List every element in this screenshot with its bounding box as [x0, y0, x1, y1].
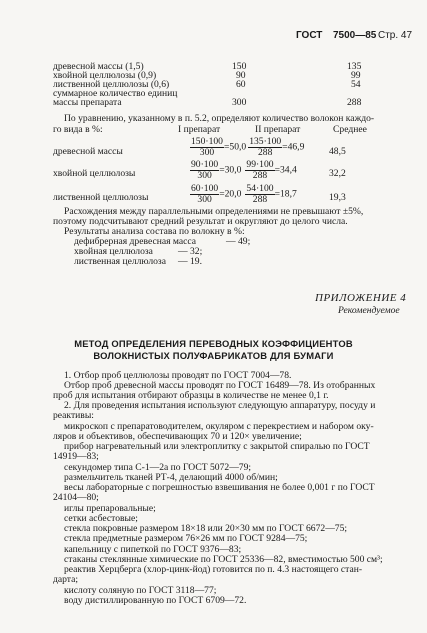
body-line: 14919—83;: [53, 451, 99, 462]
body-line: 1. Отбор проб целлюлозы проводят по ГОСТ 7004—78.: [64, 370, 292, 381]
page-number: Стр. 47: [378, 30, 413, 41]
body-line: 24104—80;: [53, 492, 99, 503]
table-row-label: лиственной целлюлозы (0,6): [53, 79, 170, 90]
table-cell: 90: [236, 70, 246, 81]
fraction: $\frac{99\cdot 100}{288}$: [246, 159, 274, 181]
average-value: 32,2: [329, 168, 346, 179]
body-line: прибор нагревательный или электроплитку с закрытой спиралью по ГОСТ: [64, 441, 370, 452]
body-line: реактив Херцберга (хлор-цинк-йод) готовится по п. 4.3 настоящего стан-: [64, 564, 363, 575]
body-line: микроскоп с препаратоводителем, окуляром с перекрестием и набором оку-: [64, 421, 374, 432]
table-cell: 54: [351, 79, 361, 90]
body-line: весы лабораторные с погрешностью взвешивания не более 0,001 г по ГОСТ: [64, 482, 375, 493]
body-line: кислоту соляную по ГОСТ 3118—77;: [64, 585, 217, 596]
paragraph-line: го вида в %:: [53, 124, 103, 135]
method-title-line-2: ВОЛОКНИСТЫХ ПОЛУФАБРИКАТОВ ДЛЯ БУМАГИ: [93, 350, 334, 361]
body-line: 2. Для проведения испытания используют следующую аппаратуру, посуду и: [64, 400, 376, 411]
table-cell: 99: [351, 70, 361, 81]
paragraph-line: поэтому подсчитывают средний результат и округляют до целого числа.: [53, 216, 348, 227]
calc-header-3: Среднее: [333, 124, 367, 135]
table-cell: 135: [347, 61, 362, 72]
body-line: дарта;: [53, 574, 79, 585]
calc-row-label: хвойной целлюлозы: [53, 168, 136, 179]
calc-header-1: I препарат: [178, 124, 221, 135]
fraction: $\frac{54\cdot 100}{288}$: [246, 183, 274, 205]
table-row-label: древесной массы (1,5): [53, 61, 144, 72]
result-value: =18,7: [274, 188, 297, 200]
body-line: Отбор проб древесной массы проводят по ГОСТ 16489—78. Из отобранных: [64, 380, 376, 391]
standard-number: 7500—85: [333, 30, 377, 41]
calc-header-2: II препарат: [255, 124, 301, 135]
appendix-subtitle: Рекомендуемое: [338, 305, 400, 316]
result-value: — 19.: [178, 256, 202, 267]
calc-row-label: лиственной целлюлозы: [53, 192, 149, 203]
result-value: =30,0: [219, 164, 242, 176]
result-value: — 32;: [178, 246, 203, 257]
fraction: $\frac{135\cdot 100}{288}$: [249, 136, 282, 158]
table-row-label: суммарное количество единиц: [53, 88, 178, 99]
table-cell: 300: [232, 97, 247, 108]
table-cell: 60: [236, 79, 246, 90]
result-value: =50,0: [223, 141, 247, 153]
table-cell: 150: [232, 61, 247, 72]
paragraph-line: По уравнению, указанному в п. 5.2, определяют количество волокон каждо-: [64, 113, 375, 124]
results-heading: Результаты анализа состава по волокну в %:: [64, 226, 245, 237]
fraction: $\frac{60\cdot 100}{300}$: [191, 183, 219, 205]
body-line: капельницу с пипеткой по ГОСТ 9376—83;: [64, 544, 242, 555]
result-value: =20,0: [219, 188, 242, 200]
result-value: — 49;: [226, 236, 251, 247]
body-line: стаканы стеклянные химические по ГОСТ 25336—82, вместимостью 500 см³;: [64, 554, 383, 565]
body-line: ляров и объективов, обеспечивающих 70 и 120× увеличение;: [53, 431, 302, 442]
paragraph-line: Расхождения между параллельными определениями не превышают ±5%,: [64, 206, 364, 217]
table-row-label: массы препарата: [53, 97, 122, 108]
result-label: хвойная целлюлоза: [74, 246, 153, 257]
average-value: 48,5: [329, 146, 346, 157]
body-line: сетки асбестовые;: [64, 513, 138, 524]
method-title-line-1: МЕТОД ОПРЕДЕЛЕНИЯ ПЕРЕВОДНЫХ КОЭФФИЦИЕНТОВ: [74, 338, 353, 349]
calc-row-label: древесной массы: [53, 146, 123, 157]
body-line: реактивы:: [53, 410, 94, 421]
body-line: стекла покровные размером 18×18 или 20×30 мм по ГОСТ 6672—75;: [64, 523, 348, 534]
result-label: лиственная целлюлоза: [74, 256, 166, 267]
standard-label: ГОСТ: [296, 30, 323, 41]
fraction: $\frac{90\cdot 100}{300}$: [191, 159, 219, 181]
appendix-title: ПРИЛОЖЕНИЕ 4: [315, 292, 407, 304]
body-line: проб для испытания отбирают образцы в количестве не менее 0,1 г.: [53, 390, 329, 401]
body-line: секундомер типа С-1—2а по ГОСТ 5072—79;: [64, 462, 252, 473]
body-line: стекла предметные размером 76×26 мм по ГОСТ 9284—75;: [64, 533, 308, 544]
fraction: $\frac{150\cdot 100}{300}$: [191, 136, 223, 158]
result-value: =46,9: [282, 141, 305, 153]
result-label: дефибрерная древесная масса: [74, 236, 197, 247]
body-line: воду дистиллированную по ГОСТ 6709—72.: [64, 595, 247, 606]
body-line: иглы препаровальные;: [64, 503, 156, 514]
table-cell: 288: [347, 97, 362, 108]
result-value: =34,4: [274, 164, 297, 176]
body-line: размельчитель тканей РТ-4, делающий 4000 об/мин;: [64, 472, 278, 483]
average-value: 19,3: [329, 192, 346, 203]
table-row-label: хвойной целлюлозы (0,9): [53, 70, 157, 81]
